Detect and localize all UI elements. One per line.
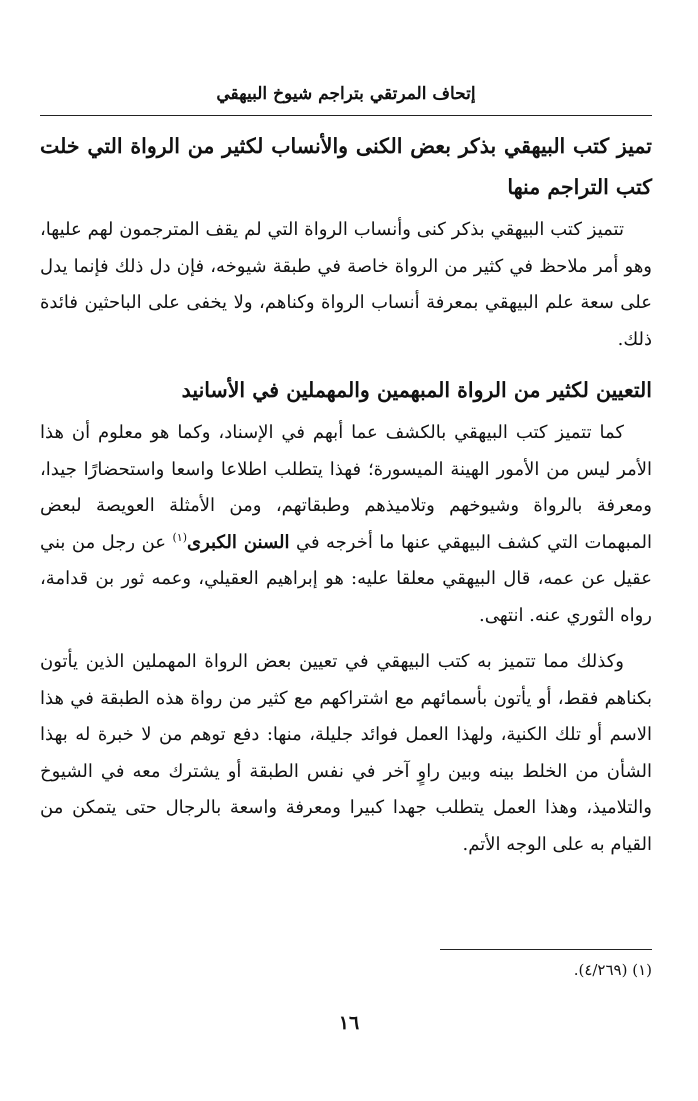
main-content xyxy=(40,120,652,863)
section-heading-kunya-ansab: تميز كتب البيهقي بذكر بعض الكنى والأنساب لكثير من الرواة التي خلت كتب التراجم منها xyxy=(40,134,652,199)
paragraph-mubham xyxy=(40,415,652,634)
header-divider xyxy=(40,115,652,116)
paragraph-muhmal: وكذلك مما تتميز به كتب البيهقي في تعيين بعض الرواة المهملين الذين يأتون بكناهم فقط، أو يأتون بأسمائهم مع اشتراكهم مع كثير من رواة هذه الطبقة في هذا الاسم أو تلك الكنية، ولهذا العمل فوائد جليلة، منها: دفع توهم من لا خبرة له بهذا الشأن من الخلط بينه وبين راوٍ آخر في نفس الطبقة أو يشترك معه في الشيوخ والتلاميذ، وهذا العمل يتطلب جهدا كبيرا ومعرفة واسعة بالرجال حتى يتمكن من القيام به على الوجه الأتم. xyxy=(40,651,652,855)
book-title-sunan-kubra: السنن الكبرى xyxy=(186,531,290,553)
paragraph-mubham-part1: كما تتميز كتب البيهقي بالكشف عما أبهم في الإسناد، وكما هو معلوم أن هذا الأمر ليس من الأمور الهينة الميسورة؛ فهذا يتطلب اطلاعا واسعا واستحضارًا جيدا، ومعرفة بالرواة وشيوخهم وتلاميذهم وطبقاتهم، ومن الأمثلة العويصة لبعض المبهمات التي كشف البيهقي عنها ما أخرجه في xyxy=(40,422,652,553)
paragraph-kunya-ansab: تتميز كتب البيهقي بذكر كنى وأنساب الرواة التي لم يقف المترجمون لهم عليها، وهو أمر ملاحظ في كثير من الرواة خاصة في طبقة شيوخه، فإن دل ذلك فإنما يدل على سعة علم البيهقي بمعرفة أنساب الرواة وكناهم، ولا يخفى على الباحثين فائدة ذلك. xyxy=(40,219,652,350)
footnote-divider xyxy=(440,949,652,950)
page-number: ١٦ xyxy=(338,1012,360,1034)
footnote-reference[interactable]: (١) xyxy=(172,530,187,544)
running-header: إتحاف المرتقي بتراجم شيوخ البيهقي xyxy=(216,84,476,104)
paragraph-mubham-part2: عن رجل من بني عقيل عن عمه، قال البيهقي معلقا عليه: هو إبراهيم العقيلي، وعمه ثور بن قدامة، رواه الثوري عنه. انتهى. xyxy=(40,531,652,626)
section-heading-mubham-muhmal: التعيين لكثير من الرواة المبهمين والمهملين في الأسانيد xyxy=(181,378,652,402)
footnote-1: (١) (٤/٢٦٩). xyxy=(573,961,652,979)
